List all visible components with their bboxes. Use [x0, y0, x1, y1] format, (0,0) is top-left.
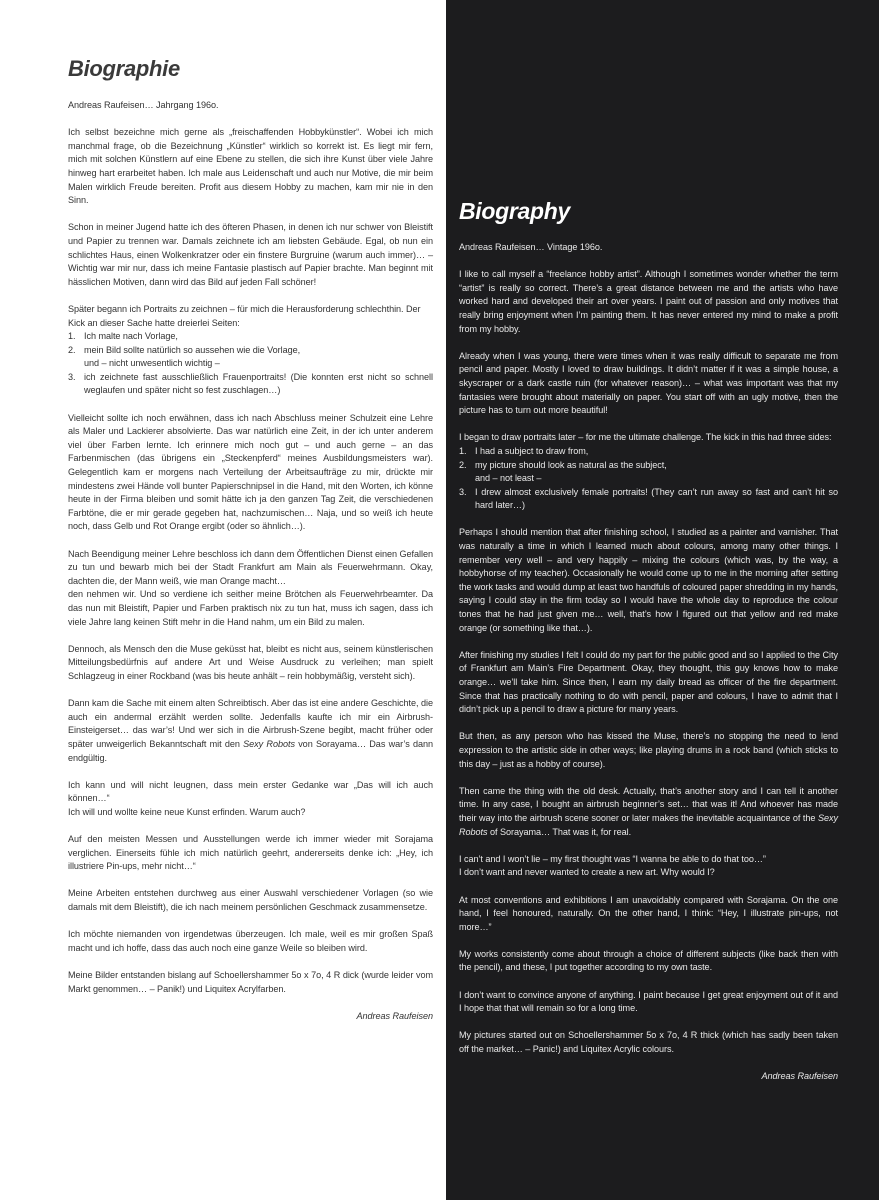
german-intro: Andreas Raufeisen… Jahrgang 196o. — [68, 100, 219, 110]
english-paragraph-3: I began to draw portraits later – for me the ultimate challenge. The kick in this had three sides: — [459, 432, 832, 443]
english-list-item-1 — [459, 445, 838, 459]
english-paragraph-2: Already when I was young, there were times when it was really difficult to separate me from pencil and paper. Mostly I loved to draw buildings. It didn’t matter if it was a simple house, a skyscraper or a dark castle ruin (for whatever reason)… – what was important was that my fantasies were brought about materially on paper. You start off with an ugly motive, then the picture has to turn out more beautiful! — [459, 350, 838, 416]
list-number: 3. — [68, 371, 76, 382]
german-title: Biographie — [68, 56, 180, 81]
english-paragraph-6: But then, as any person who has kissed the Muse, there’s no stopping the need to lend expression to the artistic side in other ways; like playing drums in a rock band (which sticks to this day – just as a hobby of course). — [459, 731, 838, 769]
english-sexy-robots: Sexy Robots — [459, 812, 838, 837]
english-paragraph-8a: I can’t and I won’t lie – my first thought was “I wanna be able to do that too…” — [459, 853, 766, 864]
german-biography-column — [68, 56, 433, 1023]
list-number: 3. — [459, 486, 467, 497]
german-paragraph-7-text: Dann kam die Sache mit einem alten Schreibtisch. Aber das ist eine andere Geschichte, die auch ein andermal erzählt werden sollte. Jedenfalls kaufte ich mir ein Airbrush-Einsteigerset… das war’s! Und wer sich in die Airbrush-Szene begibt, macht früher oder später unweigerlich Bekanntschaft mit den — [68, 698, 433, 749]
german-paragraph-8a: Ich kann und will nicht leugnen, dass mein erster Gedanke war „Das will ich auch können…“ — [68, 779, 433, 804]
german-paragraph-5b: den nehmen wir. Und so verdiene ich seither meine Brötchen als Feuerwehrbeamter. Da das nun mit Bleistift, Papier und Farben praktisch nix zu tun hat, muss ich sagen, dass ich viele Jahre lang keinen Stift mehr in die Hand nahm, um ein Bild zu malen. — [68, 589, 433, 627]
english-paragraph-12: My pictures started out on Schoellershammer 5o x 7o, 4 R thick (which has sadly been taken off the market… – Panic!) and Liquitex Acrylic colours. — [459, 1030, 838, 1055]
english-paragraph-5: After finishing my studies I felt I could do my part for the public good and so I applied to the City of Frankfurt am Main’s Fire Department. Okay, they thought, this guy knows how to make orange… we’ll take him. Since then, I earn my daily bread as officer of the fire department. Since that has practically nothing to do with pencil, paper and colours, I have to admit that I didn’t pick up a pencil to draw a picture for many years. — [459, 649, 838, 715]
english-paragraph-1: I like to call myself a “freelance hobby artist”. Although I sometimes wonder whether the term “artist” is really so correct. There’s a great distance between me and the artists who have worked hard and developed their art over years. I paint out of passion and only motives that really bring enjoyment when I’m painting them. It has never entered my mind to make a profit from my hobby. — [459, 269, 838, 334]
english-signature: Andreas Raufeisen — [761, 1071, 838, 1082]
list-number: 1. — [68, 331, 76, 342]
list-text: I drew almost exclusively female portraits! (They can’t run away so fast and can’t hit so hard later…) — [475, 486, 838, 511]
list-number: 2. — [68, 344, 76, 355]
german-paragraph-10: Meine Arbeiten entstehen durchweg aus einer Auswahl verschiedener Vorlagen (so wie damals mit dem Bleistift), die ich nach meinem persönlichen Geschmack zusammensetze. — [68, 888, 433, 913]
german-paragraph-3: Später begann ich Portraits zu zeichnen – für mich die Herausforderung schlechthin. Der Kick an dieser Sache hatte dreierlei Seiten: — [68, 303, 421, 328]
english-paragraph-8 — [459, 853, 838, 880]
german-list-item-2 — [68, 344, 433, 371]
german-list-item-1 — [68, 330, 433, 344]
list-text: I had a subject to draw from, — [475, 445, 589, 456]
german-paragraph-4: Vielleicht sollte ich noch erwähnen, dass ich nach Abschluss meiner Schulzeit eine Lehre als Maler und Lackierer absolvierte. Das war natürlich eine Zeit, in der ich unter anderem viel über Farben lernte. Ich erinnere mich noch gut – und auch gerne – an das Farbenmischen (das übrigens ein „Steckenpferd“ meines Ausbildungsmeisters war). Gelegentlich kam er morgens nach Verteilung der Arbeitsaufträge zu mir, drückte mir mindestens zwei Hände voll bunter Papierschnipsel in die Hand, mit den Worten, ich könne heute in der Firma bleiben und somit hätte ich ja den ganzen Tag Zeit, die verschiedenen Farbtöne, die er mir gerade gegeben hat, nachzumischen… Naja, und so weiß ich heute noch, dass Gelb und Rot Orange ergibt (oder so ähnlich…). — [68, 412, 433, 532]
english-paragraph-8b: I don’t want and never wanted to create a new art. Why would I? — [459, 867, 715, 878]
list-text: mein Bild sollte natürlich so aussehen wie die Vorlage, — [84, 344, 301, 355]
english-biography-column — [459, 198, 838, 1084]
german-sexy-robots: Sexy Robots — [243, 738, 295, 749]
german-signature: Andreas Raufeisen — [356, 1010, 433, 1021]
english-paragraph-7-text: Then came the thing with the old desk. Actually, that’s another story and I can tell it another time. In any case, I bought an airbrush beginner’s set… that was it! And whoever has made their way into the airbrush scene sooner or later makes the inevitable acquaintance of the — [459, 785, 838, 823]
german-paragraph-2: Schon in meiner Jugend hatte ich des öfteren Phasen, in denen ich nur schwer von Bleistift und Papier zu trennen war. Damals zeichnete ich am liebsten Gebäude. Egal, ob nun ein schlichtes Haus, einen Wolkenkratzer oder ein finstere Burgruine (warum auch immer)… – Wichtig war mir nur, dass ich meine Fantasie plastisch auf Papier brachte. Man beginnt mit hässlichen Motiven, dann wird das Bild auf jeden Fall schöner! — [68, 222, 433, 287]
english-paragraph-10: My works consistently come about through a choice of different subjects (like back then with the pencil), and these, I put together according to my own taste. — [459, 948, 838, 973]
german-paragraph-9: Auf den meisten Messen und Ausstellungen werde ich immer wieder mit Sorajama verglichen. Einerseits fühle ich mich natürlich geehrt, andererseits denke ich: „Hey, ich illustriere Pin-ups, mehr nicht…“ — [68, 834, 433, 872]
english-list-item-2 — [459, 459, 838, 486]
list-text: my picture should look as natural as the subject, — [475, 459, 667, 470]
german-paragraph-7 — [68, 697, 433, 765]
list-subtext: und – nicht unwesentlich wichtig – — [84, 358, 220, 369]
english-paragraph-7-end: of Sorayama… That was it, for real. — [487, 826, 632, 837]
list-text: Ich malte nach Vorlage, — [84, 331, 178, 342]
english-title: Biography — [459, 198, 571, 224]
list-text: ich zeichnete fast ausschließlich Frauenportraits! (Die konnten erst nicht so schnell weglaufen und später nicht so fest zuschlagen…) — [84, 371, 433, 396]
english-paragraph-11: I don’t want to convince anyone of anything. I paint because I get great enjoyment out of it and I hope that that will remain so for a long time. — [459, 989, 838, 1014]
list-subtext: and – not least – — [475, 473, 542, 484]
list-number: 1. — [459, 445, 467, 456]
german-paragraph-5 — [68, 548, 433, 630]
german-paragraph-7-end: von Sorayama… Das war’s dann endgültig. — [68, 738, 433, 763]
english-paragraph-7 — [459, 785, 838, 839]
german-paragraph-11: Ich möchte niemanden von irgendetwas überzeugen. Ich male, weil es mir großen Spaß macht und ich hoffe, dass das auch noch eine ganze Weile so bleiben wird. — [68, 929, 433, 953]
english-paragraph-4: Perhaps I should mention that after finishing school, I studied as a painter and varnisher. That was naturally a time in which I learned much about colours, among many other things. I remember very well – and very happily – mixing the colours (which was, by the way, a hobbyhorse of my teacher). Occasionally he would come up to me in the morning after setting the work tasks and would dump at least two handfuls of coloured paper shredding in my hands, saying I could stay in the firm today so I would have the whole day to reproduce the colour tones that he had just given me… well, that’s how I figured out that yellow and red make orange (or something like that…). — [459, 527, 838, 633]
german-paragraph-6: Dennoch, als Mensch den die Muse geküsst hat, bleibt es nicht aus, seinem künstlerischen Mitteilungsbedürfnis auf andere Art und Weise Ausdruck zu verleihen; man spielt Schlagzeug in einer Rockband (was bis heute anhält – rein hobbymäßig, versteht sich). — [68, 643, 433, 681]
german-paragraph-12: Meine Bilder entstanden bislang auf Schoellershammer 5o x 7o, 4 R dick (wurde leider vom Markt genommen… – Panik!) und Liquitex Acrylfarben. — [68, 970, 433, 994]
english-list — [459, 445, 838, 513]
german-paragraph-8b: Ich will und wollte keine neue Kunst erfinden. Warum auch? — [68, 806, 306, 817]
english-list-item-3 — [459, 486, 838, 513]
german-list — [68, 330, 433, 398]
german-list-item-3 — [68, 371, 433, 398]
german-paragraph-5a: Nach Beendigung meiner Lehre beschloss ich dann dem Öffentlichen Dienst einen Gefallen zu tun und bewarb mich bei der Stadt Frankfurt am Main als Feuerwehrmann. Okay, dachten die, der Mann weiß, wie man Orange macht… — [68, 548, 433, 586]
english-paragraph-9: At most conventions and exhibitions I am unavoidably compared with Sorajama. On the one hand, I feel honoured, naturally. On the other hand, I think: “Hey, I illustrate pin-ups, not more…” — [459, 894, 838, 932]
german-paragraph-1: Ich selbst bezeichne mich gerne als „freischaffenden Hobbykünstler“. Wobei ich mich manchmal frage, ob die Bezeichnung „Künstler“ wirklich so korrekt ist. Es liegt mir fern, mich mit solchen Künstlern auf eine Ebene zu stellen, die sich ihre Kunst über viele Jahre hinweg hart erarbeitet haben. Ich male aus Leidenschaft und auch nur Motive, die mir beim Malen wirklich Freude bereiten. Profit aus diesem Hobby zu machen, kam mir nie in den Sinn. — [68, 127, 433, 206]
english-intro: Andreas Raufeisen… Vintage 196o. — [459, 242, 603, 252]
german-paragraph-8 — [68, 779, 433, 820]
list-number: 2. — [459, 459, 467, 470]
